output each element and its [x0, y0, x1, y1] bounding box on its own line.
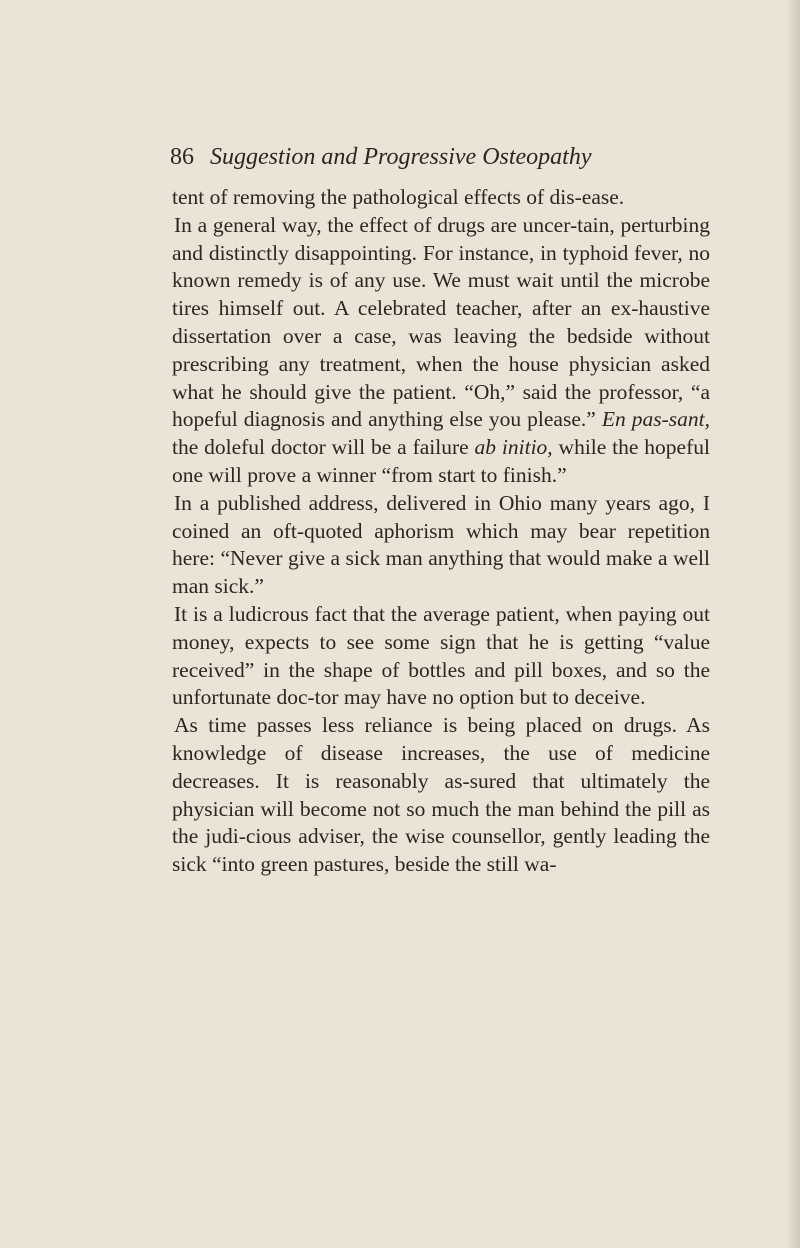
text-segment: In a published address, delivered in Ohio many years ago, I coined an oft-quoted aphorism which may bear repetition here: “Never give a sick man anything that would make a well man sick.”: [172, 490, 710, 599]
page-number: 86: [170, 144, 194, 170]
page-header: [170, 137, 710, 177]
paragraph-4: [172, 601, 710, 712]
italic-phrase-ab-initio: ab initio,: [474, 435, 553, 460]
paragraph-3: [172, 490, 710, 601]
text-segment: In a general way, the effect of drugs are uncer-tain, perturbing and distinctly disappointing. For instance, in typhoid fever, no known remedy is of any use. We must wait until the microbe tires himself out. A celebrated teacher, after an ex-haustive dissertation over a case, was leaving the bedside without prescribing any treatment, when the house physician asked what he should give the patient. “Oh,” said the professor, “a hopeful diagnosis and anything else you please.”: [172, 212, 710, 432]
paragraph-1: [172, 184, 710, 212]
text-segment: As time passes less reliance is being placed on drugs. As knowledge of disease increases, the use of medicine decreases. It is reasonably as-sured that ultimately the physician will become not so much the man behind the pill as the judi-cious adviser, the wise counsellor, gently leading the sick “into green pastures, beside the still wa-: [172, 713, 710, 877]
text-segment: the doleful doctor will be a failure: [172, 435, 475, 460]
page-edge-shadow: [786, 0, 800, 1248]
paragraph-5: [172, 712, 710, 879]
text-segment: It is a ludicrous fact that the average patient, when paying out money, expects to see some sign that he is getting “value received” in the shape of bottles and pill boxes, and so the unfortunate doc-tor may have no option but to deceive.: [172, 601, 710, 710]
paragraph-2: [172, 212, 710, 490]
italic-phrase-en-passant: En pas-sant,: [601, 407, 710, 432]
running-title: Suggestion and Progressive Osteopathy: [210, 144, 592, 170]
text-segment: tent of removing the pathological effects of dis-ease.: [172, 185, 625, 209]
text-segment: while the hopeful one will prove a winner “from start to finish.”: [172, 435, 710, 487]
body-text: [172, 184, 710, 879]
